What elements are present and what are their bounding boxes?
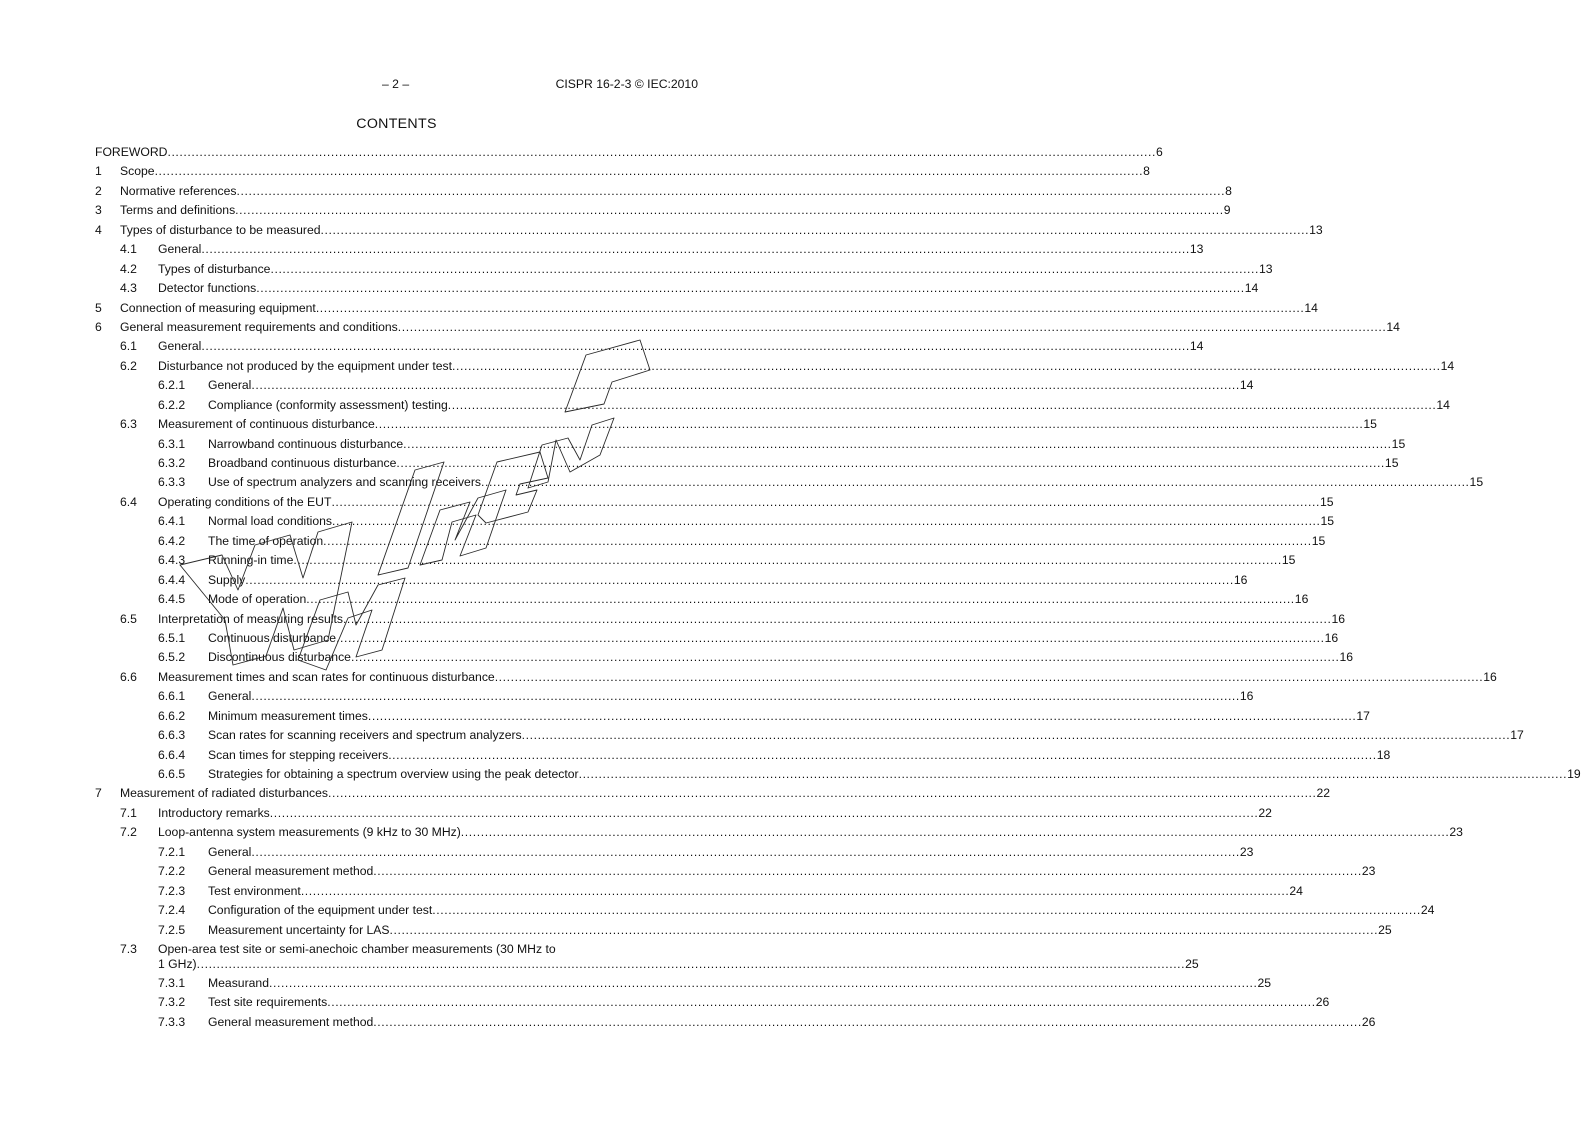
toc-entry-number: 1 [95,164,102,179]
toc-dot-leader [390,923,1379,938]
toc-dot-leader [328,786,1317,801]
standard-reference: CISPR 16-2-3 © IEC:2010 [555,77,698,91]
toc-entry-title: Scope [120,164,155,179]
toc-dot-leader [351,650,1340,665]
toc-dot-leader [368,709,1357,724]
toc-dot-leader [201,242,1190,257]
toc-entry-page: 16 [1339,650,1354,665]
toc-entry-title: Test site requirements [208,995,328,1010]
toc-entry-page: 8 [1225,183,1232,198]
toc-entry-number: 6.6.4 [158,747,186,762]
toc-entry[interactable] [95,995,1330,1014]
toc-entry-page: 24 [1289,883,1303,898]
toc-entry-number: 6.5.2 [158,650,186,665]
toc-entry-title: Test environment [208,883,301,898]
toc-entry-page: 15 [1363,417,1377,432]
toc-entry-title: Measurand [208,975,269,990]
toc-dot-leader [301,884,1290,899]
toc-entry[interactable] [95,242,1204,261]
toc-dot-leader [461,825,1450,840]
toc-dot-leader [432,903,1421,918]
toc-entry-title: Strategies for obtaining a spectrum overview using the peak detector [208,767,579,781]
toc-entry-number: 7.3.2 [158,995,186,1010]
toc-dot-leader [270,262,1259,277]
toc-dot-leader [256,281,1245,296]
toc-entry[interactable] [95,358,1455,378]
toc-dot-leader [373,864,1362,879]
toc-dot-leader [321,223,1310,238]
toc-entry-page: 17 [1510,728,1524,743]
toc-entry-number: 6.2.1 [158,378,186,393]
toc-entry-page: 15 [1320,514,1335,529]
toc-entry-page: 23 [1361,864,1376,879]
toc-entry-page: 14 [1304,300,1318,315]
toc-entry-number: 6.6.2 [158,708,186,723]
toc-entry[interactable] [95,805,1272,825]
toc-entry-page: 14 [1386,319,1400,334]
toc-entry-number: 6.5 [120,611,137,626]
toc-entry-number: 6.4.4 [158,572,186,587]
toc-entry[interactable] [95,611,1346,631]
toc-entry-title: Broadband continuous disturbance [208,456,397,470]
toc-entry[interactable] [95,572,1248,592]
toc-entry[interactable] [95,456,1399,475]
toc-entry-title: General [208,378,252,393]
toc-dot-leader [579,767,1568,782]
toc-entry-page: 19 [1567,767,1581,781]
toc-dot-leader [306,592,1295,607]
toc-entry-number: 5 [95,300,102,315]
toc-entry-number: 7.3 [120,941,137,956]
toc-entry-number: 6.2 [120,358,137,373]
toc-entry[interactable] [95,630,1339,650]
toc-entry-title: Configuration of the equipment under test [208,903,433,918]
toc-entry-page: 15 [1311,533,1326,548]
toc-dot-leader [167,145,1156,160]
toc-entry-title: Connection of measuring equipment [120,300,316,315]
toc-entry-title: Continuous disturbance [208,630,337,645]
toc-dot-leader [331,495,1320,510]
toc-dot-leader [327,995,1316,1010]
toc-entry[interactable] [95,300,1318,320]
toc-entry[interactable] [95,553,1296,572]
toc-entry-page: 15 [1319,494,1334,509]
toc-entry[interactable] [95,281,1259,300]
toc-entry[interactable] [95,1014,1376,1034]
toc-dot-leader [197,957,1186,972]
toc-dot-leader [316,301,1305,316]
toc-entry[interactable] [95,417,1377,436]
page-number: – 2 – [382,77,410,91]
toc-entry-number: 6.4.2 [158,533,186,548]
toc-entry-title: Scan times for stepping receivers [208,747,389,762]
toc-entry[interactable] [95,378,1254,397]
toc-entry-title: Scan rates for scanning receivers and spectrum analyzers [208,728,522,743]
toc-dot-leader [375,417,1364,432]
toc-entry[interactable] [95,183,1232,203]
page-title: CONTENTS [356,116,437,132]
toc-entry[interactable] [95,844,1254,864]
toc-entry-number: 7.2.1 [158,844,186,859]
toc-entry-number: 6.4 [120,494,137,509]
toc-dot-leader [251,689,1240,704]
toc-dot-leader [495,670,1484,685]
toc-entry-title: Loop-antenna system measurements (9 kHz to 30 MHz) [158,825,461,840]
toc-entry[interactable] [95,475,1484,494]
toc-entry-number: 7.1 [120,805,137,820]
toc-entry[interactable] [95,883,1303,903]
toc-entry-page: 15 [1391,436,1406,451]
toc-entry-number: 6.4.1 [158,514,186,529]
toc-entry-page: 24 [1420,903,1435,918]
toc-entry-number: 7.2 [120,825,137,840]
toc-dot-leader [251,845,1240,860]
toc-entry[interactable] [95,164,1150,183]
toc-entry-page: 22 [1316,786,1331,801]
toc-entry-page: 16 [1239,689,1254,704]
toc-entry-page: 6 [1156,145,1163,159]
toc-dot-leader [155,164,1144,179]
toc-entry-title: General [158,242,202,257]
toc-entry[interactable] [95,941,1199,976]
toc-entry[interactable] [95,786,1331,805]
toc-entry-title: Minimum measurement times [208,708,368,723]
toc-dot-leader [269,976,1258,991]
toc-entry-page: 13 [1189,242,1204,257]
toc-entry-title: Measurement uncertainty for LAS [208,922,390,937]
toc-entry-title: Measurement of radiated disturbances [120,786,328,801]
toc-entry-number: 3 [95,203,102,218]
toc-entry-number: 6.5.1 [158,630,186,645]
toc-entry-title: Running-in time [208,553,294,568]
toc-entry-title: Introductory remarks [158,805,270,820]
toc-entry-title: General [158,339,202,354]
table-of-contents [95,145,1581,1034]
toc-entry-page: 25 [1185,956,1199,971]
toc-entry-number: 6.2.2 [158,397,186,412]
toc-entry[interactable] [95,650,1354,669]
toc-entry-title: Supply [208,572,246,587]
toc-entry-page: 25 [1257,975,1272,990]
toc-entry[interactable] [95,319,1400,339]
toc-entry[interactable] [95,145,1163,164]
toc-entry-page: 13 [1309,222,1323,237]
toc-entry-page: 14 [1239,378,1254,393]
toc-dot-leader [373,1015,1362,1030]
toc-entry-title: Normative references [120,183,237,198]
toc-entry-number: 6.3 [120,417,137,432]
toc-entry[interactable] [95,903,1435,922]
toc-entry-number: 6.6.3 [158,728,186,743]
toc-entry-page: 16 [1331,611,1346,626]
toc-entry-title: Types of disturbance [158,261,271,276]
toc-entry-number: 6 [95,319,102,334]
toc-entry[interactable] [95,397,1450,417]
toc-entry-number: 7.3.3 [158,1014,186,1029]
toc-entry-number: 6.1 [120,339,137,354]
toc-entry[interactable] [95,708,1370,728]
toc-entry-number: 7.3.1 [158,975,186,990]
toc-entry[interactable] [95,436,1406,456]
toc-entry[interactable] [95,864,1376,883]
toc-dot-leader [396,456,1385,471]
toc-entry-title: Terms and definitions [120,203,236,218]
toc-entry[interactable] [95,514,1335,533]
toc-entry-number: 6.3.2 [158,456,186,470]
toc-entry-title: General measurement method [208,864,374,879]
toc-entry-title: Disturbance not produced by the equipment under test [158,358,453,373]
toc-dot-leader [332,514,1321,529]
toc-entry-title: Narrowband continuous disturbance [208,436,404,451]
toc-dot-leader [293,553,1282,568]
toc-dot-leader [452,359,1441,374]
toc-dot-leader [237,184,1226,199]
toc-entry-title: Discontinuous disturbance [208,650,351,665]
toc-dot-leader [235,203,1224,218]
toc-entry[interactable] [95,747,1391,767]
toc-entry-page: 15 [1384,456,1399,470]
toc-entry-page: 16 [1294,592,1309,607]
toc-entry-number: 6.3.3 [158,475,186,490]
toc-entry-number: 7.2.2 [158,864,186,879]
toc-entry[interactable] [95,975,1272,995]
toc-entry-number: 7.2.5 [158,922,186,937]
toc-entry-page: 26 [1361,1014,1376,1029]
toc-entry-page: 22 [1258,805,1272,820]
toc-entry-number: 4.2 [120,261,137,276]
toc-entry-title: General [208,689,252,704]
toc-entry[interactable] [95,689,1254,708]
toc-entry[interactable] [95,203,1231,222]
toc-entry[interactable] [95,261,1273,281]
toc-entry[interactable] [95,222,1323,242]
toc-dot-leader [245,573,1234,588]
toc-dot-leader [398,320,1387,335]
toc-entry[interactable] [95,533,1326,553]
toc-entry-number: 2 [95,183,102,198]
toc-dot-leader [522,728,1511,743]
toc-entry-page: 14 [1440,358,1455,373]
toc-entry-title: General measurement method [208,1014,374,1029]
toc-entry[interactable] [95,592,1309,611]
toc-entry-title: The time of operation [208,533,324,548]
toc-entry-title: Types of disturbance to be measured [120,222,321,237]
toc-entry[interactable] [95,339,1204,358]
toc-entry-page: 17 [1356,708,1370,723]
toc-entry-page: 23 [1449,825,1463,840]
toc-entry-number: 6.6.5 [158,767,186,781]
toc-dot-leader [323,534,1312,549]
toc-entry[interactable] [95,767,1581,786]
toc-entry-title: Mode of operation [208,592,307,607]
toc-entry-number: 4 [95,222,102,237]
toc-entry-page: 16 [1324,630,1339,645]
toc-entry-number: 7 [95,786,102,801]
toc-entry-title: Detector functions [158,281,257,296]
toc-entry-title: Measurement of continuous disturbance [158,417,375,432]
toc-dot-leader [448,398,1437,413]
toc-entry-number: 4.1 [120,242,137,257]
toc-entry[interactable] [95,825,1463,844]
toc-dot-leader [343,612,1332,627]
toc-entry-title: Measurement times and scan rates for continuous disturbance [158,669,495,684]
toc-dot-leader [388,748,1377,763]
toc-dot-leader [251,378,1240,393]
toc-entry-number: 6.4.3 [158,553,186,568]
toc-dot-leader [201,339,1190,354]
toc-entry-title: Interpretation of measuring results [158,611,343,626]
toc-dot-leader [336,631,1325,646]
toc-entry-number: 7.2.3 [158,883,186,898]
toc-entry[interactable] [95,728,1524,747]
toc-entry-number: 6.6.1 [158,689,186,704]
toc-entry-number: 6.4.5 [158,592,186,607]
toc-entry-page: 15 [1281,553,1296,568]
toc-entry-page: 16 [1233,572,1248,587]
page-header [0,77,793,93]
toc-dot-leader [403,437,1392,452]
toc-entry[interactable] [95,494,1334,514]
toc-entry-page: 9 [1223,203,1231,218]
toc-entry-page: 15 [1469,475,1484,490]
toc-entry-page: 14 [1189,339,1204,354]
toc-entry-title: Use of spectrum analyzers and scanning receivers [208,475,481,490]
toc-entry-page: 25 [1378,922,1392,937]
toc-entry[interactable] [95,922,1392,942]
toc-entry-title-continued: 1 GHz) [158,956,197,971]
toc-entry-number: 6.6 [120,669,137,684]
toc-entry-page: 16 [1483,669,1497,684]
toc-entry-page: 8 [1143,164,1150,179]
toc-entry-title: General [208,844,252,859]
toc-entry-title: Normal load conditions [208,514,332,529]
toc-entry-number: 4.3 [120,281,137,296]
toc-entry-title: Compliance (conformity assessment) testing [208,397,448,412]
toc-entry-number: 6.3.1 [158,436,186,451]
toc-entry-number: 7.2.4 [158,903,186,918]
toc-entry-page: 26 [1315,995,1330,1010]
toc-entry-page: 13 [1259,261,1273,276]
toc-dot-leader [270,806,1259,821]
toc-entry-page: 23 [1239,844,1254,859]
toc-entry-title: Open-area test site or semi-anechoic chamber measurements (30 MHz to [158,941,556,956]
toc-entry-page: 14 [1244,281,1259,296]
toc-dot-leader [481,475,1470,490]
toc-entry-title: Operating conditions of the EUT [158,494,332,509]
toc-entry-title: General measurement requirements and conditions [120,319,398,334]
toc-entry-page: 14 [1436,397,1450,412]
toc-entry[interactable] [95,669,1497,689]
toc-entry-page: 18 [1376,747,1391,762]
toc-entry-title: FOREWORD [95,145,168,159]
